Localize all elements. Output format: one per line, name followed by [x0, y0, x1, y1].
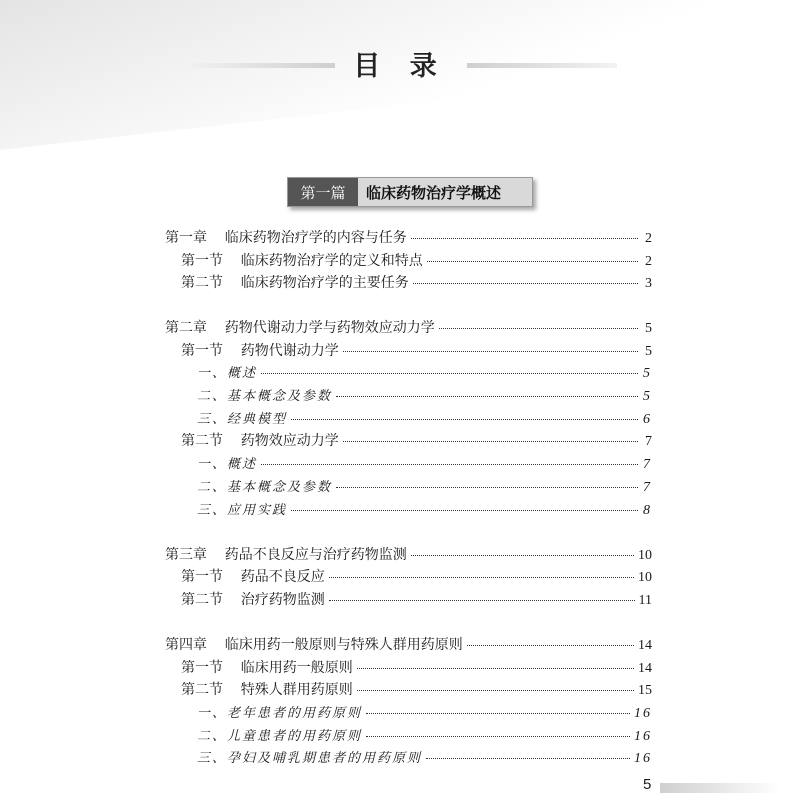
toc-entry-page: 16 [634, 706, 652, 721]
part-heading [287, 177, 533, 207]
toc-entry-page: 5 [643, 366, 652, 381]
toc-entry-page: 14 [638, 661, 652, 676]
toc-entry-page: 6 [643, 412, 652, 427]
toc-entry-title: 二、儿童患者的用药原则 [197, 729, 363, 744]
toc-item[interactable] [197, 725, 652, 745]
toc-entry-page: 5 [645, 344, 652, 359]
toc-item[interactable] [197, 702, 652, 722]
part-number: 第一篇 [288, 178, 358, 206]
toc-entry-title: 一、老年患者的用药原则 [197, 706, 363, 721]
dot-leader [411, 555, 634, 556]
toc-entry-page: 2 [645, 231, 652, 246]
dot-leader [467, 645, 634, 646]
header-rule-left [185, 63, 335, 68]
toc-entry-page: 7 [643, 480, 652, 495]
dot-leader [427, 261, 638, 262]
toc-item[interactable] [197, 453, 652, 473]
dot-leader [343, 351, 638, 352]
toc-entry-title: 第三章 药品不良反应与治疗药物监测 [165, 547, 407, 563]
toc-section[interactable] [181, 250, 652, 270]
dot-leader [411, 238, 638, 239]
toc-entry-title: 三、孕妇及哺乳期患者的用药原则 [197, 751, 423, 766]
dot-leader [291, 510, 638, 511]
toc-section[interactable] [181, 272, 652, 292]
toc-entry-title: 第一节 临床药物治疗学的定义和特点 [181, 253, 423, 269]
toc-chapter[interactable] [165, 317, 652, 337]
toc-entry-page: 16 [634, 751, 652, 766]
dot-leader [439, 328, 638, 329]
toc-item[interactable] [197, 385, 652, 405]
page-number: 5 [643, 776, 652, 793]
page-header [0, 40, 800, 90]
toc-entry-page: 7 [645, 434, 652, 449]
dot-leader [291, 419, 638, 420]
toc-chapter[interactable] [165, 544, 652, 564]
toc-item[interactable] [197, 499, 652, 519]
toc-entry-page: 3 [645, 276, 652, 291]
toc-entry-page: 5 [643, 389, 652, 404]
toc-entry-page: 2 [645, 254, 652, 269]
toc-entry-title: 二、基本概念及参数 [197, 480, 333, 495]
toc-section[interactable] [181, 566, 652, 586]
toc-entry-title: 第一节 药品不良反应 [181, 569, 325, 585]
toc-entry-title: 第一章 临床药物治疗学的内容与任务 [165, 230, 407, 246]
toc-section[interactable] [181, 657, 652, 677]
dot-leader [336, 396, 638, 397]
toc-item[interactable] [197, 476, 652, 496]
toc-item[interactable] [197, 747, 652, 767]
toc-entry-page: 15 [638, 683, 652, 698]
toc-entry-title: 一、概述 [197, 457, 258, 472]
toc-entry-title: 第二节 特殊人群用药原则 [181, 682, 353, 698]
toc-item[interactable] [197, 362, 652, 382]
dot-leader [261, 373, 638, 374]
toc-entry-page: 10 [638, 548, 652, 563]
dot-leader [426, 758, 630, 759]
part-name: 临床药物治疗学概述 [358, 178, 532, 206]
header-rule-right [467, 63, 617, 68]
toc-chapter[interactable] [165, 227, 652, 247]
toc-chapter[interactable] [165, 634, 652, 654]
toc-section[interactable] [181, 589, 652, 609]
toc-entry-title: 第二节 药物效应动力学 [181, 433, 339, 449]
toc-section[interactable] [181, 340, 652, 360]
dot-leader [336, 487, 638, 488]
toc-entry-title: 一、概述 [197, 366, 258, 381]
toc-entry-page: 11 [638, 593, 652, 608]
toc-entry-page: 8 [643, 503, 652, 518]
toc-item[interactable] [197, 408, 652, 428]
dot-leader [357, 668, 634, 669]
dot-leader [366, 736, 630, 737]
toc-entry-title: 第二节 治疗药物监测 [181, 592, 325, 608]
toc-entry-page: 14 [638, 638, 652, 653]
toc-entry-title: 第二章 药物代谢动力学与药物效应动力学 [165, 320, 435, 336]
toc-entry-page: 16 [634, 729, 652, 744]
dot-leader [261, 464, 638, 465]
dot-leader [413, 283, 638, 284]
page-title: 目 录 [353, 51, 447, 82]
toc-entry-title: 第二节 临床药物治疗学的主要任务 [181, 275, 409, 291]
toc-entry-page: 7 [643, 457, 652, 472]
toc-entry-page: 5 [645, 321, 652, 336]
toc-entry-title: 第四章 临床用药一般原则与特殊人群用药原则 [165, 637, 463, 653]
page-number-bar [660, 783, 780, 793]
toc-entry-title: 三、经典模型 [197, 412, 288, 427]
toc-entry-title: 二、基本概念及参数 [197, 389, 333, 404]
toc-entry-page: 10 [638, 570, 652, 585]
dot-leader [366, 713, 630, 714]
toc-entry-title: 三、应用实践 [197, 503, 288, 518]
dot-leader [329, 577, 634, 578]
toc-entry-title: 第一节 药物代谢动力学 [181, 343, 339, 359]
toc-section[interactable] [181, 679, 652, 699]
dot-leader [343, 441, 638, 442]
dot-leader [357, 690, 634, 691]
toc-entry-title: 第一节 临床用药一般原则 [181, 660, 353, 676]
toc-section[interactable] [181, 430, 652, 450]
dot-leader [329, 600, 635, 601]
